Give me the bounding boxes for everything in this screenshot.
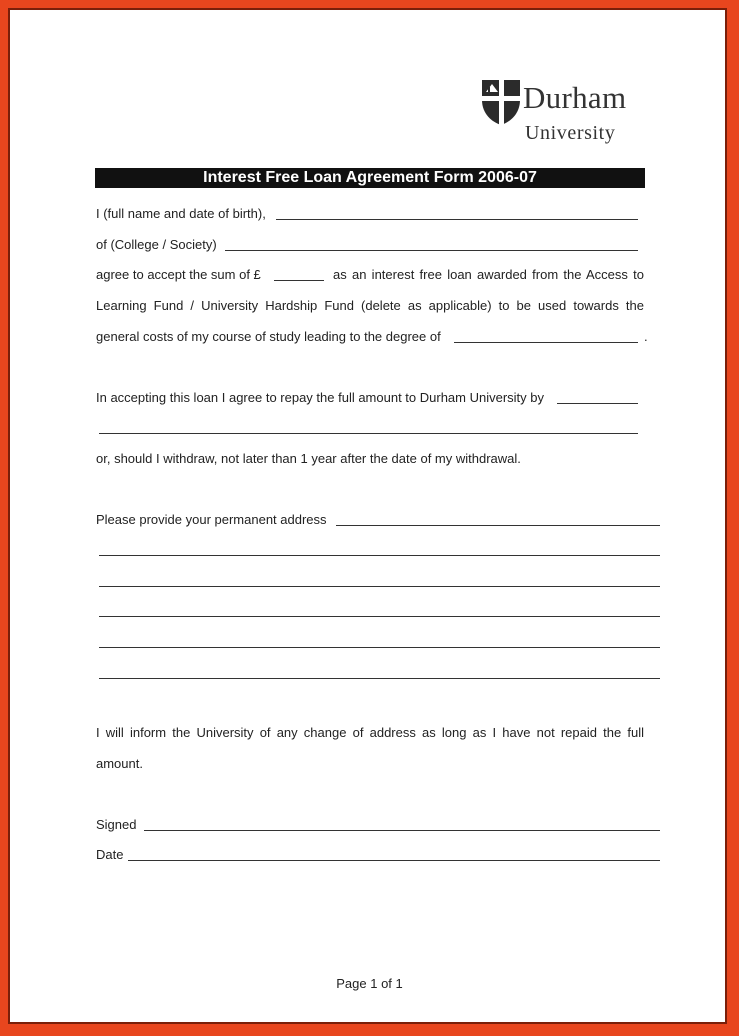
durham-crest-icon <box>480 78 522 126</box>
degree-field[interactable] <box>454 342 638 343</box>
sum-field[interactable] <box>274 280 324 281</box>
form-title: Interest Free Loan Agreement Form 2006-07 <box>95 168 645 188</box>
logo-word-durham: Durham <box>523 80 627 115</box>
address-field-line-2[interactable] <box>99 555 660 556</box>
address-label: Please provide your permanent address <box>96 512 327 527</box>
degree-end-punct: . <box>644 329 648 344</box>
date-label: Date <box>96 847 124 862</box>
withdraw-text: or, should I withdraw, not later than 1 year after the date of my withdrawal. <box>96 451 521 466</box>
date-field[interactable] <box>128 860 660 861</box>
page-number: Page 1 of 1 <box>336 976 403 991</box>
fund-line: Learning Fund / University Hardship Fund (delete as applicable) to be used towards the <box>96 298 644 313</box>
address-field-line-6[interactable] <box>99 678 660 679</box>
repay-date-field-continued[interactable] <box>99 433 638 434</box>
name-dob-field[interactable] <box>276 219 638 220</box>
degree-label: general costs of my course of study leading to the degree of <box>96 329 441 344</box>
signature-field[interactable] <box>144 830 660 831</box>
name-dob-label: I (full name and date of birth), <box>96 206 266 221</box>
college-field[interactable] <box>225 250 638 251</box>
address-field-line-1[interactable] <box>336 525 660 526</box>
address-field-line-5[interactable] <box>99 647 660 648</box>
address-field-line-3[interactable] <box>99 586 660 587</box>
inform-line-2: amount. <box>96 756 143 771</box>
inform-line-1: I will inform the University of any change of address as long as I have not repaid the full <box>96 725 644 740</box>
college-label: of (College / Society) <box>96 237 217 252</box>
logo-word-university: University <box>525 122 616 144</box>
sum-prefix-label: agree to accept the sum of £ <box>96 267 261 282</box>
address-field-line-4[interactable] <box>99 616 660 617</box>
sum-suffix-label: as an interest free loan awarded from the Access to <box>333 267 644 282</box>
durham-university-logo <box>480 78 640 148</box>
signed-label: Signed <box>96 817 137 832</box>
repay-date-field[interactable] <box>557 403 638 404</box>
repay-label: In accepting this loan I agree to repay the full amount to Durham University by <box>96 390 545 405</box>
